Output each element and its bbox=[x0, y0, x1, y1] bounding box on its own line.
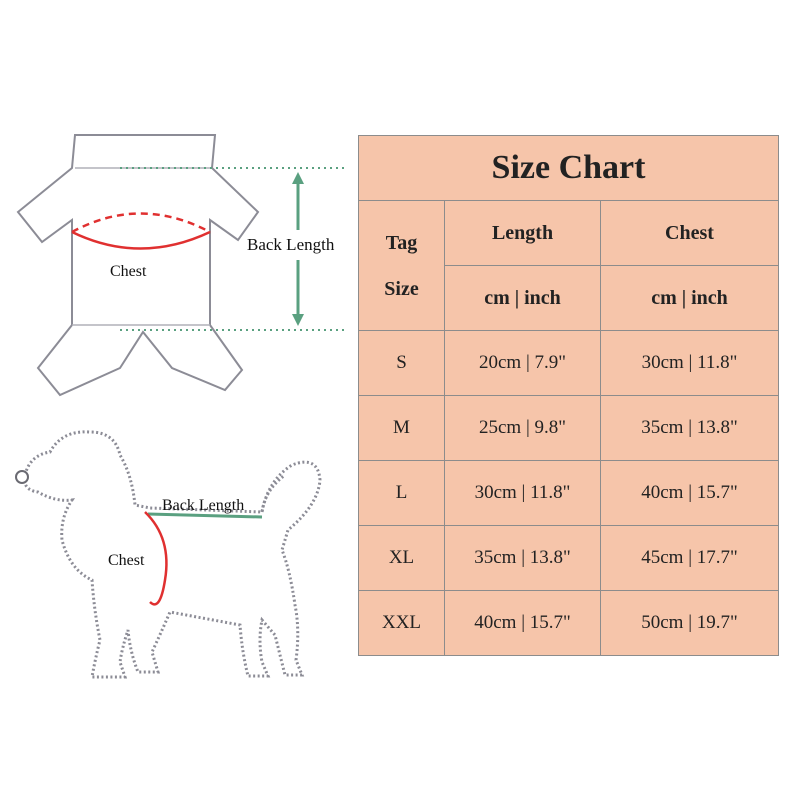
chest-cell: 45cm | 17.7" bbox=[601, 526, 779, 591]
dog-outline-graphic bbox=[0, 420, 360, 710]
size-chart-table bbox=[358, 135, 779, 656]
shirt-chest-label: Chest bbox=[110, 263, 147, 280]
size-chart-title: Size Chart bbox=[359, 136, 779, 201]
shirt-back-length-label: Back Length bbox=[247, 235, 335, 254]
length-header: Length bbox=[445, 201, 601, 266]
length-cell: 35cm | 13.8" bbox=[445, 526, 601, 591]
table-row bbox=[359, 591, 779, 656]
size-cell: M bbox=[359, 396, 445, 461]
table-row bbox=[359, 526, 779, 591]
size-chart-header-row bbox=[359, 201, 779, 266]
chest-header: Chest bbox=[601, 201, 779, 266]
dog-chest-ring bbox=[145, 512, 166, 604]
dog-outline bbox=[25, 432, 320, 677]
length-cell: 30cm | 11.8" bbox=[445, 461, 601, 526]
chest-solid-arc bbox=[72, 232, 210, 249]
table-row bbox=[359, 461, 779, 526]
size-cell: XXL bbox=[359, 591, 445, 656]
table-row bbox=[359, 331, 779, 396]
size-header-label: Size bbox=[384, 277, 419, 300]
back-length-arrowhead-down bbox=[292, 314, 304, 326]
shirt-outline-graphic bbox=[0, 120, 360, 410]
dog-back-length-line bbox=[148, 514, 262, 517]
chest-dashed-arc bbox=[72, 214, 210, 233]
dog-nose bbox=[16, 471, 28, 483]
chest-unit-header: cm | inch bbox=[601, 266, 779, 331]
length-cell: 25cm | 9.8" bbox=[445, 396, 601, 461]
size-cell: XL bbox=[359, 526, 445, 591]
size-chart-title-row bbox=[359, 136, 779, 201]
tag-header-label: Tag bbox=[385, 231, 418, 254]
size-cell: L bbox=[359, 461, 445, 526]
length-cell: 40cm | 15.7" bbox=[445, 591, 601, 656]
length-unit-header: cm | inch bbox=[445, 266, 601, 331]
back-length-arrowhead-up bbox=[292, 172, 304, 184]
dog-back-length-label: Back Length bbox=[162, 497, 245, 514]
tag-size-header bbox=[359, 201, 445, 331]
length-cell: 20cm | 7.9" bbox=[445, 331, 601, 396]
size-cell: S bbox=[359, 331, 445, 396]
shirt-diagram bbox=[0, 120, 360, 410]
table-row bbox=[359, 396, 779, 461]
chest-cell: 50cm | 19.7" bbox=[601, 591, 779, 656]
chest-cell: 40cm | 15.7" bbox=[601, 461, 779, 526]
dog-diagram bbox=[0, 420, 360, 710]
dog-chest-label: Chest bbox=[108, 552, 145, 569]
chest-cell: 30cm | 11.8" bbox=[601, 331, 779, 396]
chest-cell: 35cm | 13.8" bbox=[601, 396, 779, 461]
